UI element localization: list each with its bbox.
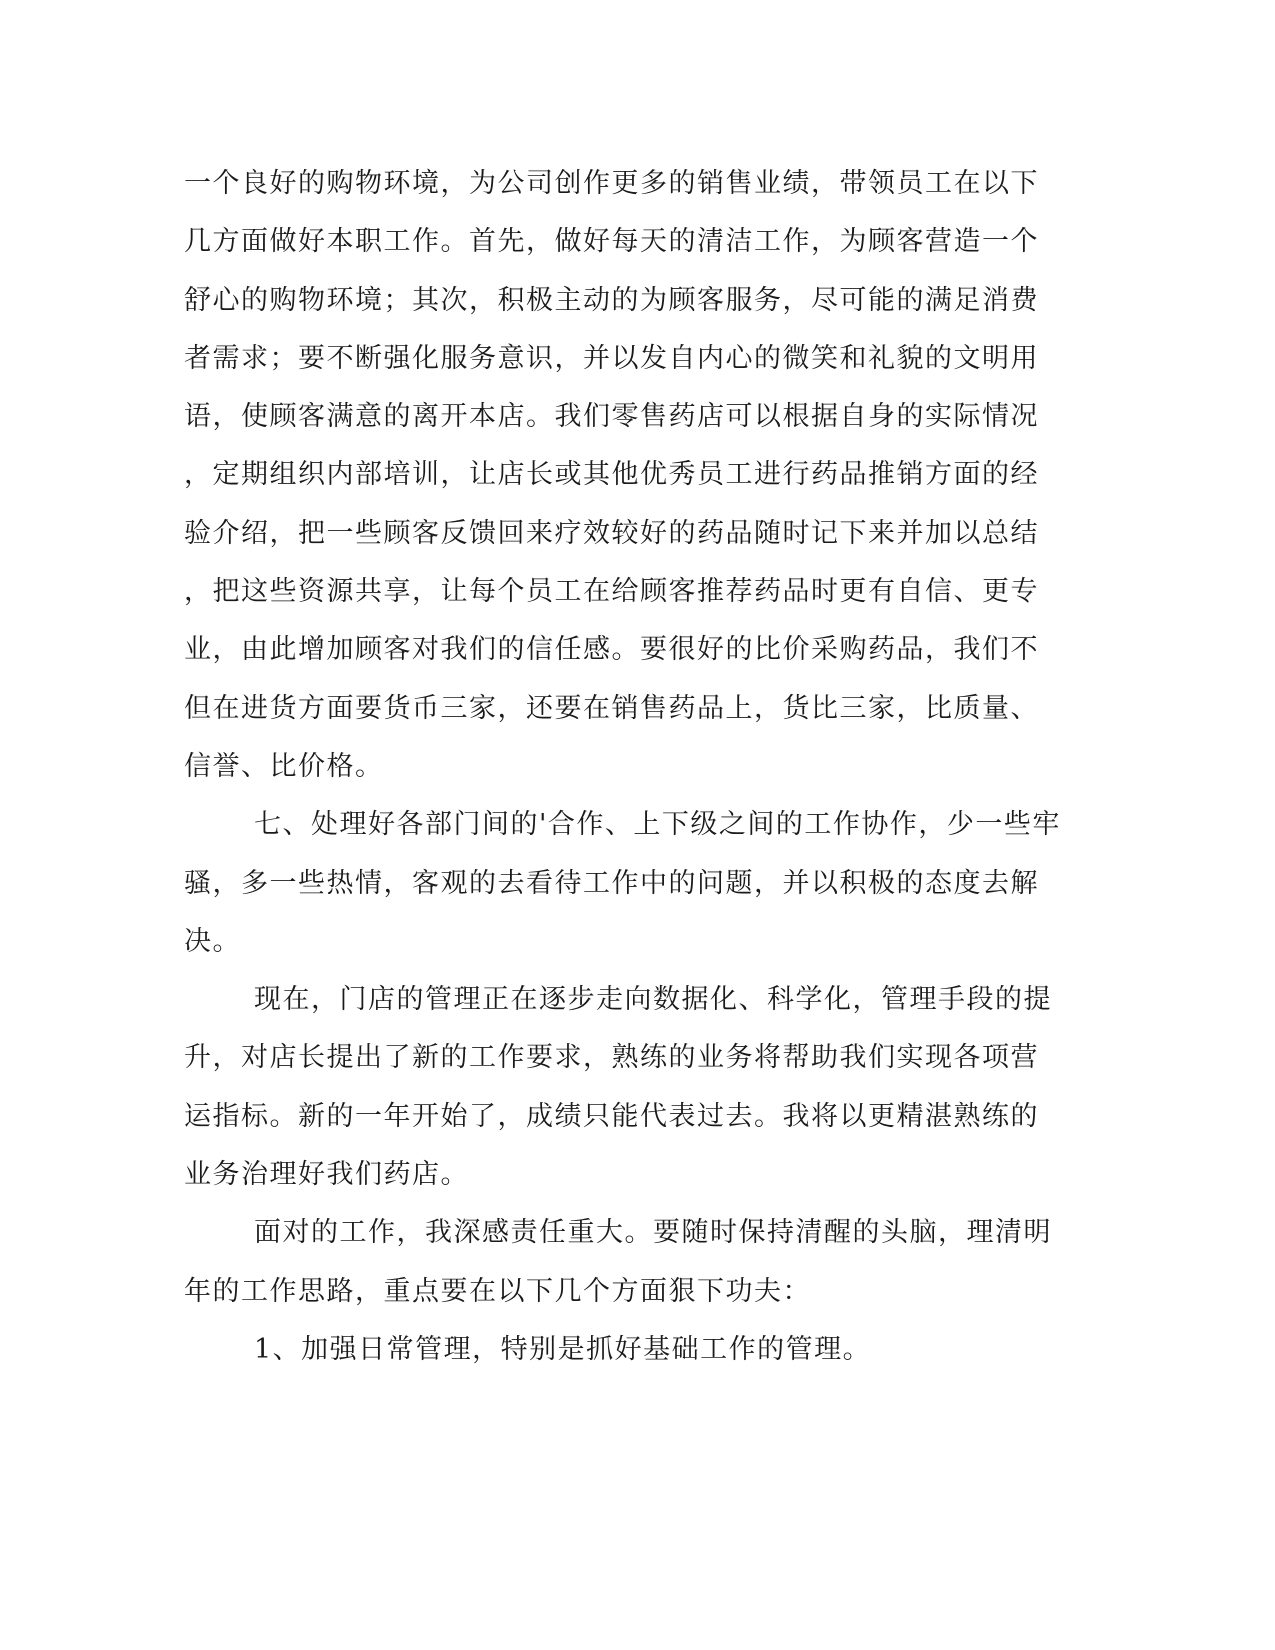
document-body [184,155,1061,1379]
text-line: 验介绍，把一些顾客反馈回来疗效较好的药品随时记下来并加以总结 [184,517,1039,549]
text-line: 业，由此增加顾客对我们的信任感。要很好的比价采购药品，我们不 [184,634,1039,666]
text-line: 骚，多一些热情，客观的去看待工作中的问题，并以积极的态度去解 [184,867,1039,899]
text-line: 运指标。新的一年开始了，成绩只能代表过去。我将以更精湛熟练的 [184,1100,1039,1132]
text-line: 年的工作思路，重点要在以下几个方面狠下功夫： [184,1275,811,1307]
text-line: 升，对店长提出了新的工作要求，熟练的业务将帮助我们实现各项营 [184,1042,1039,1074]
text-line: 语，使顾客满意的离开本店。我们零售药店可以根据自身的实际情况 [184,401,1039,433]
text-line: 信誉、比价格。 [184,750,384,782]
text-line: 者需求；要不断强化服务意识，并以发自内心的微笑和礼貌的文明用 [184,342,1039,374]
text-line: ，定期组织内部培训，让店长或其他优秀员工进行药品推销方面的经 [184,459,1039,491]
text-line: ，把这些资源共享，让每个员工在给顾客推荐药品时更有自信、更专 [184,576,1039,608]
text-line: 一个良好的购物环境，为公司创作更多的销售业绩，带领员工在以下 [184,168,1039,199]
text-line: 几方面做好本职工作。首先，做好每天的清洁工作，为顾客营造一个 [184,226,1039,258]
text-line: 舒心的购物环境；其次，积极主动的为顾客服务，尽可能的满足消费 [184,284,1039,316]
paragraph-start-line: 面对的工作，我深感责任重大。要随时保持清醒的头脑，理清明 [254,1217,1052,1249]
text-line: 决。 [184,925,241,957]
paragraph-start-line: 现在，门店的管理正在逐步走向数据化、科学化，管理手段的提 [254,984,1052,1016]
paragraph-start-line: 七、处理好各部门间的'合作、上下级之间的工作协作，少一些牢 [254,809,1061,841]
text-line: 但在进货方面要货币三家，还要在销售药品上，货比三家，比质量、 [184,692,1039,724]
text-line: 业务治理好我们药店。 [184,1159,469,1191]
list-item-line: 1、加强日常管理，特别是抓好基础工作的管理。 [254,1333,872,1365]
